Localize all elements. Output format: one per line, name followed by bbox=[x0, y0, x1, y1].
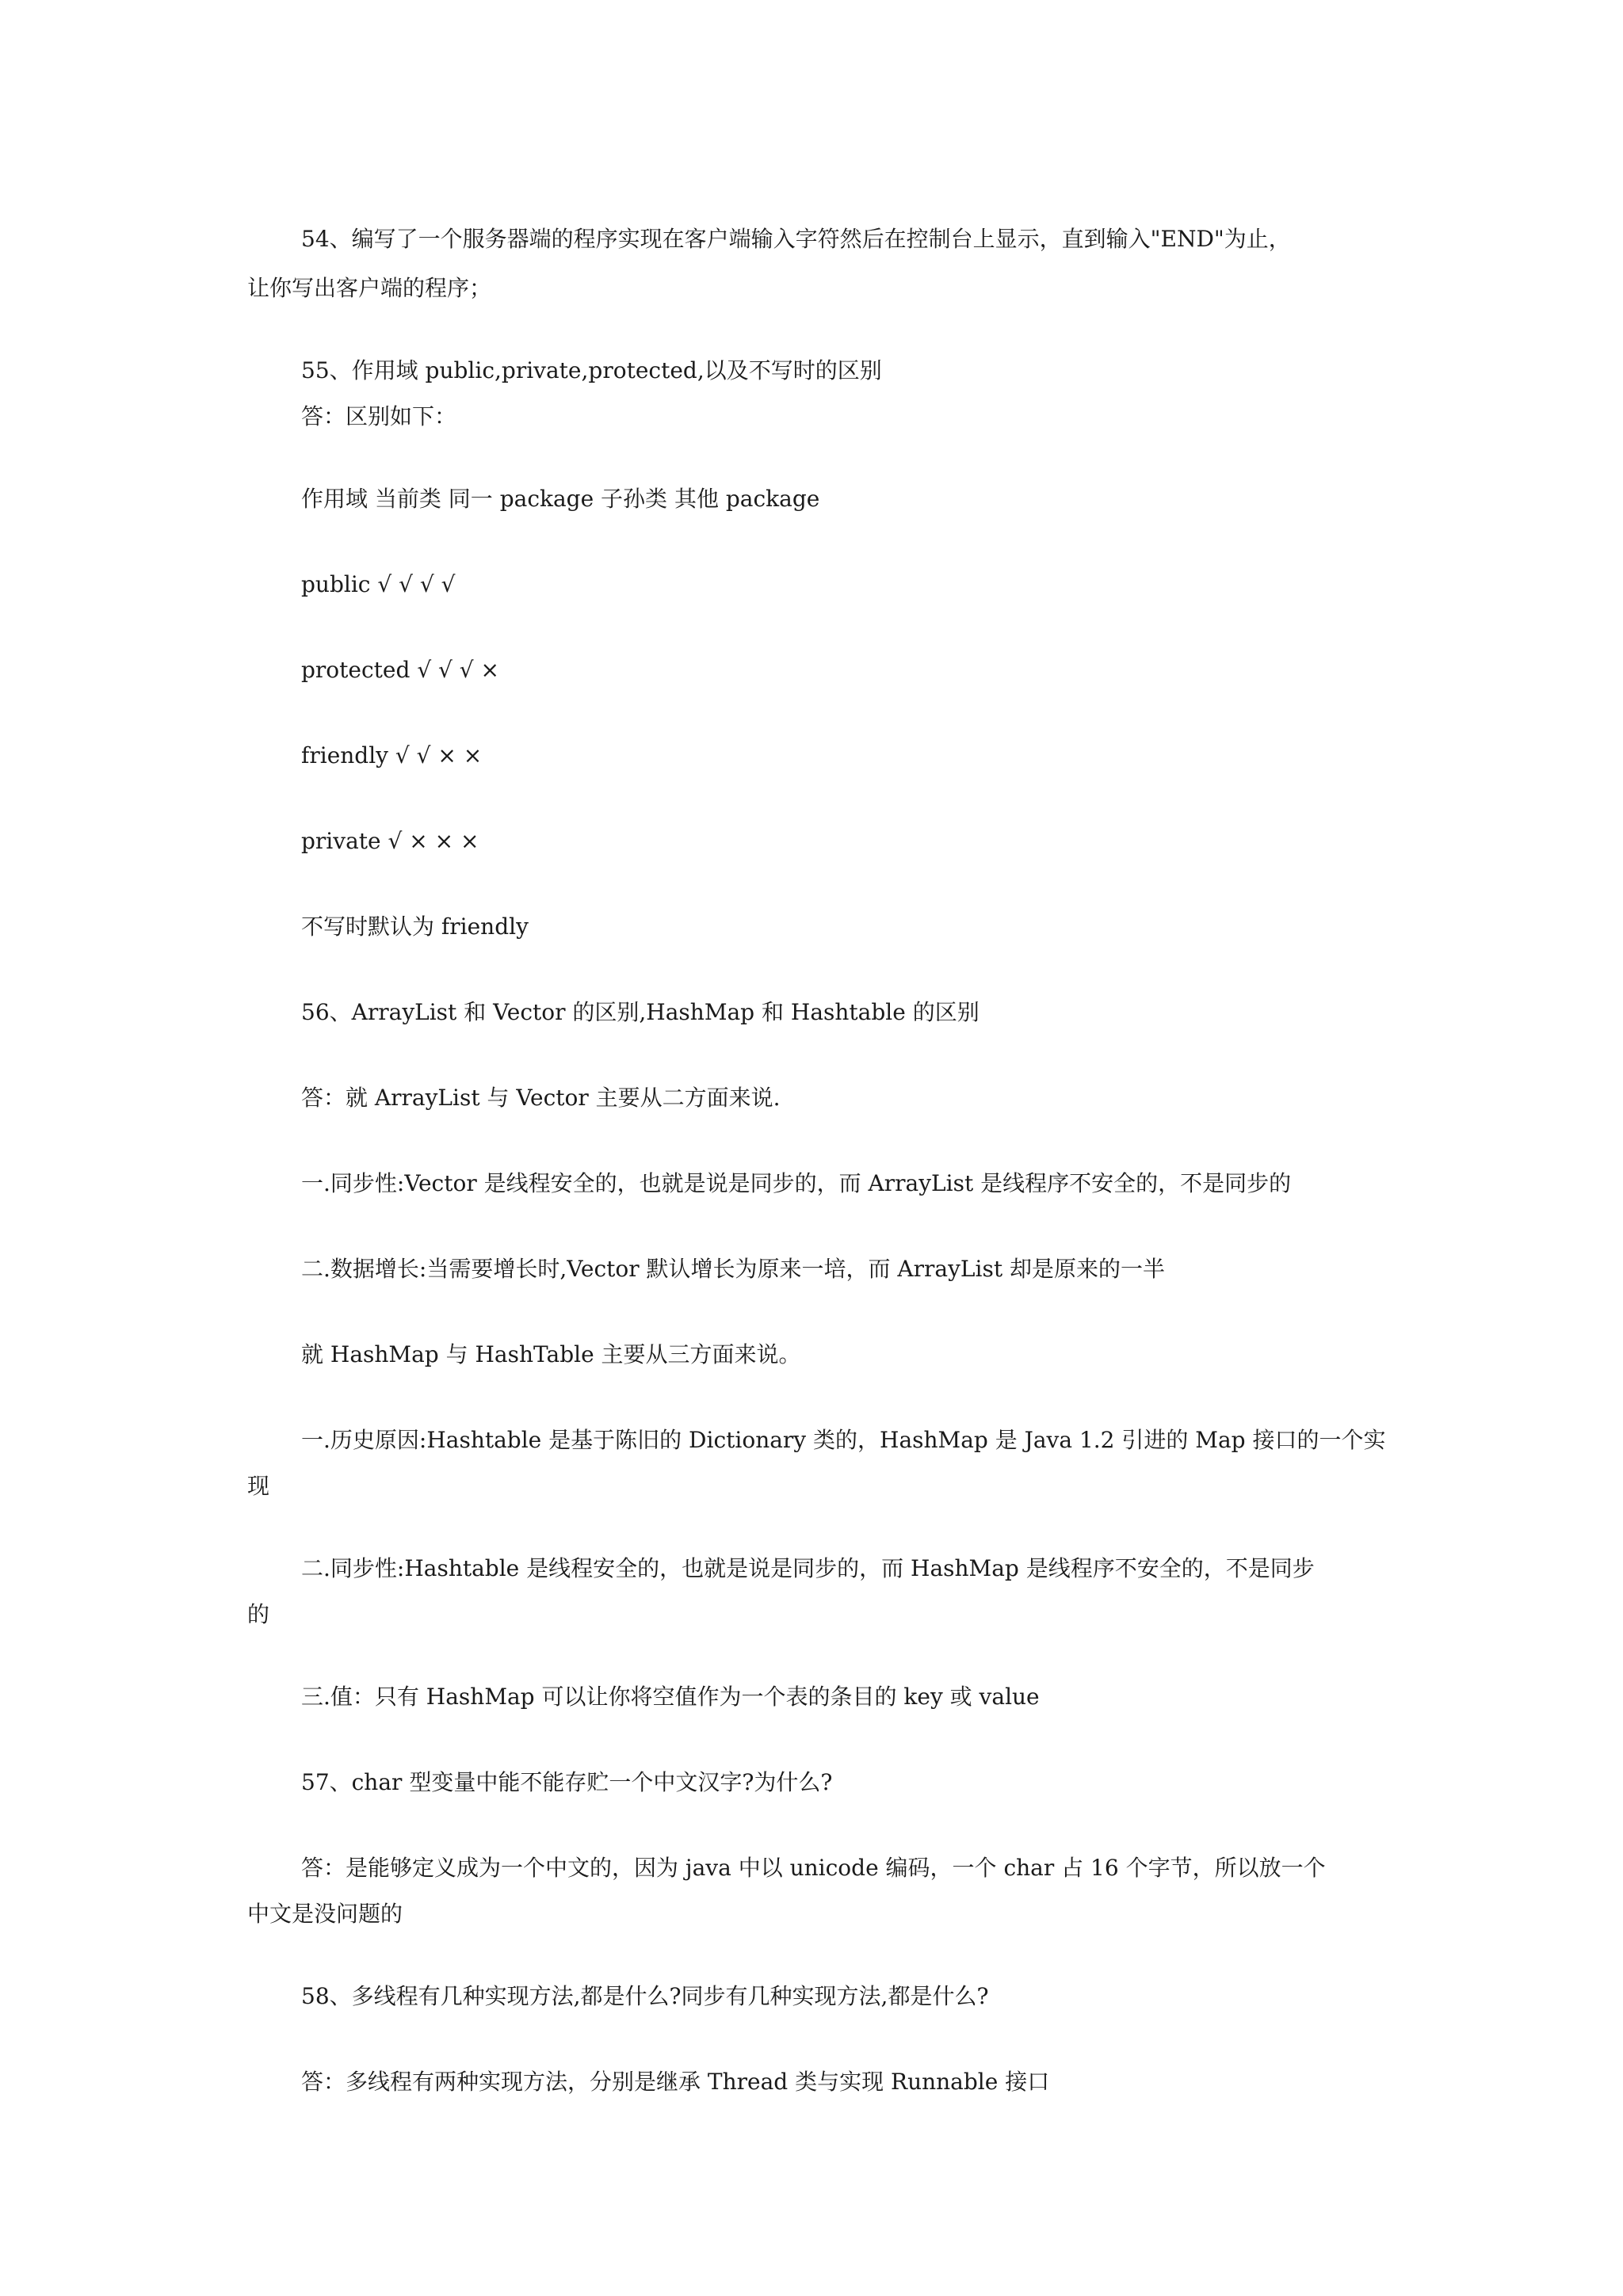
q55-row-public: public √ √ √ √ bbox=[301, 571, 456, 597]
q55-row-friendly: friendly √ √ × × bbox=[301, 742, 483, 769]
q58-question: 58、多线程有几种实现方法,都是什么?同步有几种实现方法,都是什么? bbox=[301, 1983, 989, 2009]
q57-answer-line-2: 中文是没问题的 bbox=[247, 1901, 403, 1927]
q54-text-line-2: 让你写出客户端的程序； bbox=[247, 275, 492, 301]
q56-hashmap-intro: 就 HashMap 与 HashTable 主要从三方面来说。 bbox=[301, 1341, 801, 1367]
q56-point-1: 一.同步性:Vector 是线程安全的，也就是说是同步的，而 ArrayList 是线程序不安全的，不是同步的 bbox=[301, 1170, 1292, 1196]
q55-row-private: private √ × × × bbox=[301, 828, 479, 854]
q56-answer-intro: 答：就 ArrayList 与 Vector 主要从二方面来说. bbox=[301, 1085, 781, 1111]
q56-hm-point-1-line-2: 现 bbox=[247, 1473, 270, 1499]
q54-text-line-1: 54、编写了一个服务器端的程序实现在客户端输入字符然后在控制台上显示，直到输入"END"为止， bbox=[301, 226, 1291, 252]
q55-note: 不写时默认为 friendly bbox=[301, 913, 529, 940]
q57-question: 57、char 型变量中能不能存贮一个中文汉字?为什么? bbox=[301, 1769, 833, 1795]
q56-point-2: 二.数据增长:当需要增长时,Vector 默认增长为原来一培，而 ArrayList 却是原来的一半 bbox=[301, 1256, 1166, 1282]
q56-hm-point-2-line-2: 的 bbox=[247, 1601, 270, 1627]
q56-hm-point-2-line-1: 二.同步性:Hashtable 是线程安全的，也就是说是同步的，而 HashMap 是线程序不安全的，不是同步 bbox=[301, 1555, 1315, 1581]
q56-hm-point-3: 三.值：只有 HashMap 可以让你将空值作为一个表的条目的 key 或 value bbox=[301, 1684, 1040, 1710]
q55-answer-intro: 答：区别如下： bbox=[301, 403, 457, 429]
q55-question: 55、作用域 public,private,protected,以及不写时的区别 bbox=[301, 357, 882, 383]
q57-answer-line-1: 答：是能够定义成为一个中文的，因为 java 中以 unicode 编码，一个 char 占 16 个字节，所以放一个 bbox=[301, 1855, 1326, 1881]
q56-hm-point-1-line-1: 一.历史原因:Hashtable 是基于陈旧的 Dictionary 类的，HashMap 是 Java 1.2 引进的 Map 接口的一个实 bbox=[301, 1427, 1386, 1453]
q55-row-protected: protected √ √ √ × bbox=[301, 657, 500, 683]
q58-answer: 答：多线程有两种实现方法，分别是继承 Thread 类与实现 Runnable 接口 bbox=[301, 2069, 1050, 2095]
q55-table-header: 作用域 当前类 同一 package 子孙类 其他 package bbox=[301, 486, 820, 512]
q56-question: 56、ArrayList 和 Vector 的区别,HashMap 和 Hashtable 的区别 bbox=[301, 999, 980, 1025]
